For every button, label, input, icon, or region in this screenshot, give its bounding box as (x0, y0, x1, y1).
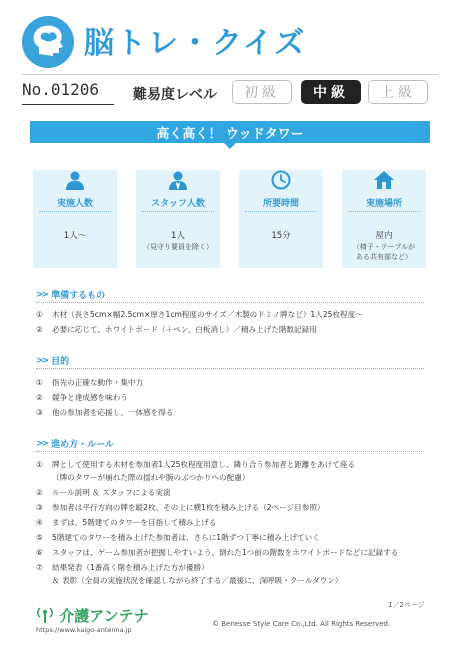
quiz-title: 高く高く！ ウッドタワー (156, 126, 304, 142)
section-divider (36, 368, 424, 369)
list-item: ① 牌として使用する木材を参加者1人25枚程度用意し、隣り合う参加者と距離をあけて座る (36, 460, 356, 469)
staff-icon (168, 170, 188, 190)
list-item: ③ 参加者は平行方向の牌を縦2枚、その上に横1枚を積み上げる（2ページ目参照） (36, 503, 325, 512)
card-note: （見守り要員を除く） (143, 243, 213, 251)
difficulty-label: 難易度レベル (133, 87, 217, 103)
card-divider (348, 211, 420, 212)
info-card-duration (239, 170, 323, 268)
list-item: ⑤ 5階建てのタワーを積み上げた参加者は、さらに1階ずつ丁寧に積み上げていく (36, 533, 320, 542)
double-chevron-icon: >> (36, 355, 48, 366)
card-value: 1人 (171, 231, 185, 241)
list-item-continuation: （牌のタワーが崩れた際の揺れや腕のぶつかりへの配慮） (52, 473, 250, 482)
card-title: 実施場所 (365, 199, 402, 209)
section-heading-preparation (36, 288, 105, 301)
info-card-location (342, 170, 426, 268)
card-note: （椅子・テーブルが ある共有部など） (352, 243, 416, 261)
quiz-title-banner (30, 121, 430, 143)
section-divider (36, 451, 424, 452)
card-value: 1人〜 (63, 231, 87, 241)
card-title: 実施人数 (56, 199, 93, 209)
list-item: ① 木材（長さ5cm×幅2.5cm×厚さ1cm程度のサイズ／木製のドミノ牌など）1人25枚程度〜 (36, 310, 363, 319)
card-value: 屋内 (375, 231, 393, 241)
section-divider (36, 302, 424, 303)
section-heading-text: 準備するもの (51, 291, 106, 301)
section-heading-text: 目的 (51, 357, 70, 367)
list-item: ② 競争と達成感を味わう (36, 393, 128, 402)
logo-text: 介護アンテナ (59, 607, 149, 625)
level-intermediate: 中級 (301, 80, 361, 104)
info-card-participants (33, 170, 117, 268)
double-chevron-icon: >> (36, 289, 48, 300)
banner-notch (224, 143, 236, 149)
card-divider (39, 211, 111, 212)
clock-icon (271, 170, 291, 190)
list-item: ④ まずは、5階建てのタワーを目指して積み上げる (36, 518, 217, 527)
brain-head-icon (22, 16, 74, 68)
level-advanced: 上級 (368, 80, 428, 104)
list-item-continuation: ＆ 表彰（全員の実施状況を確認しながら終了する／最後に、深呼吸・クールダウン） (52, 576, 343, 585)
list-item: ① 指先の正確な動作・集中力 (36, 378, 144, 387)
header-divider (22, 74, 438, 75)
section-heading-rules (36, 437, 114, 450)
card-value: 15分 (271, 231, 291, 241)
card-title: スタッフ人数 (150, 199, 205, 209)
section-heading-purpose (36, 354, 69, 367)
person-icon (65, 170, 85, 190)
card-divider (245, 211, 317, 212)
list-item: ③ 他の参加者を応援し、一体感を得る (36, 408, 174, 417)
page-title: 脳トレ・クイズ (84, 26, 307, 61)
kaigo-antenna-logo (36, 605, 149, 626)
card-title: 所要時間 (262, 199, 299, 209)
info-card-staff (136, 170, 220, 268)
site-url[interactable]: https://www.kaigo-antenna.jp (36, 626, 132, 634)
quiz-number: No.01206 (22, 80, 100, 99)
card-divider (142, 211, 214, 212)
section-heading-text: 進め方・ルール (51, 440, 114, 450)
house-icon (374, 170, 394, 190)
double-chevron-icon: >> (36, 438, 48, 449)
quiz-number-underline (22, 104, 114, 105)
page-number: 1／2ページ (388, 601, 425, 609)
list-item: ② ルール説明 ＆ スタッフによる実演 (36, 488, 171, 497)
list-item: ⑥ スタッフは、ゲーム参加者が把握しやすいよう、倒れた1つ前の階数をホワイトボードなどに記録する (36, 548, 399, 557)
list-item: ⑦ 結果発表（1番高く階を積み上げた方が優勝） (36, 563, 209, 572)
copyright: © Benesse Style Care Co.,Ltd. All Rights Reserved. (212, 620, 391, 628)
level-beginner: 初級 (232, 80, 292, 104)
antenna-icon (36, 606, 54, 624)
list-item: ② 必要に応じて、ホワイトボード（＋ペン、白板消し）／積み上げた階数記録用 (36, 325, 317, 334)
